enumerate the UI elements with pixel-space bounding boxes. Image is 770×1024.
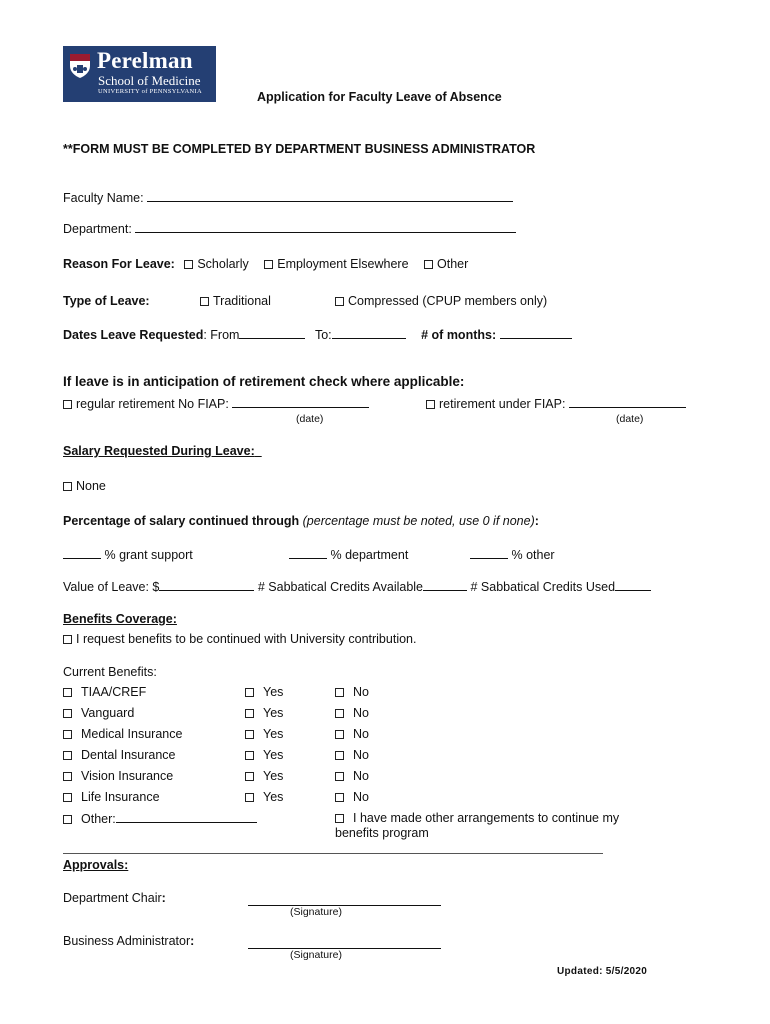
benefits-heading: Benefits Coverage: <box>63 612 177 626</box>
benefit-yes-label: Yes <box>263 685 284 699</box>
chair-label-row: Department Chair: <box>63 891 166 905</box>
other-pct-field[interactable] <box>470 547 508 559</box>
type-traditional <box>200 294 271 308</box>
benefit-yes-checkbox[interactable] <box>245 730 254 739</box>
admin-signature-label: (Signature) <box>290 949 342 961</box>
pct-note: (percentage must be noted, use 0 if none) <box>302 514 535 528</box>
department-pct-field[interactable] <box>289 547 327 559</box>
benefit-item-checkbox[interactable] <box>63 793 72 802</box>
dates-from-label: From <box>210 328 240 342</box>
benefit-no-checkbox[interactable] <box>335 772 344 781</box>
reason-other-label: Other <box>437 257 469 271</box>
benefit-no-label: No <box>353 685 369 699</box>
benefit-item-label: Medical Insurance <box>81 727 183 741</box>
benefit-yes-checkbox[interactable] <box>245 709 254 718</box>
benefit-no-checkbox[interactable] <box>335 793 344 802</box>
benefit-no-checkbox[interactable] <box>335 709 344 718</box>
salary-heading: Salary Requested During Leave: <box>63 444 255 458</box>
benefit-yes-label: Yes <box>263 727 284 741</box>
benefit-yes <box>245 748 283 762</box>
reason-employment-label: Employment Elsewhere <box>277 257 409 271</box>
benefit-item <box>63 769 173 783</box>
grant-support-label: % grant support <box>104 548 193 562</box>
faculty-name-field[interactable] <box>147 190 513 202</box>
type-compressed-checkbox[interactable] <box>335 297 344 306</box>
other-pct <box>470 547 555 562</box>
benefit-yes-label: Yes <box>263 769 284 783</box>
reason-scholarly-label: Scholarly <box>197 257 249 271</box>
value-field[interactable] <box>159 579 254 591</box>
benefit-no <box>335 748 369 762</box>
arrangement-checkbox[interactable] <box>335 814 344 823</box>
benefits-request-checkbox[interactable] <box>63 635 72 644</box>
benefit-other-checkbox[interactable] <box>63 815 72 824</box>
salary-none-label: None <box>76 479 106 493</box>
benefit-item <box>63 748 176 762</box>
reason-row <box>63 257 468 271</box>
dates-to-field[interactable] <box>332 327 406 339</box>
pct-heading-row: Percentage of salary continued through (percentage must be noted, use 0 if none): <box>63 514 539 528</box>
reason-scholarly-checkbox[interactable] <box>184 260 193 269</box>
retirement-fiap-checkbox[interactable] <box>426 400 435 409</box>
retirement-regular-date-label: (date) <box>296 413 324 425</box>
form-notice: **FORM MUST BE COMPLETED BY DEPARTMENT BUSINESS ADMINISTRATOR <box>63 142 536 156</box>
benefit-no <box>335 790 369 804</box>
benefit-yes <box>245 769 283 783</box>
department-field[interactable] <box>135 221 516 233</box>
credits-available-label: # Sabbatical Credits Available <box>257 580 424 594</box>
benefit-no-label: No <box>353 769 369 783</box>
benefit-item <box>63 790 160 804</box>
approvals-heading: Approvals: <box>63 858 129 872</box>
department-label: Department <box>63 222 129 236</box>
divider <box>63 853 603 854</box>
updated-date: Updated: 5/5/2020 <box>557 966 648 977</box>
benefit-yes-label: Yes <box>263 790 284 804</box>
department-pct <box>289 547 408 562</box>
retirement-fiap-date-field[interactable] <box>569 396 686 408</box>
benefit-no-checkbox[interactable] <box>335 730 344 739</box>
benefit-no-checkbox[interactable] <box>335 688 344 697</box>
pct-heading: Percentage of salary continued through <box>63 514 300 528</box>
dates-row: Dates Leave Requested: From To: # of months: <box>63 327 572 342</box>
benefit-no-label: No <box>353 706 369 720</box>
chair-signature-label: (Signature) <box>290 906 342 918</box>
value-row <box>63 579 651 594</box>
benefit-item <box>63 685 146 699</box>
faculty-name-label: Faculty Name <box>63 191 141 205</box>
faculty-name-row: Faculty Name: <box>63 190 513 205</box>
retirement-fiap-date-label: (date) <box>616 413 644 425</box>
value-label: Value of Leave: $ <box>63 580 160 594</box>
benefit-yes <box>245 685 283 699</box>
logo-line1: Perelman <box>97 48 193 73</box>
benefit-yes <box>245 790 283 804</box>
reason-other-checkbox[interactable] <box>424 260 433 269</box>
benefit-yes-checkbox[interactable] <box>245 751 254 760</box>
retirement-regular-label: regular retirement No FIAP: <box>76 397 229 411</box>
admin-label: Business Administrator <box>63 934 191 948</box>
credits-used-field[interactable] <box>615 579 651 591</box>
benefit-other <box>63 811 257 826</box>
type-compressed-label: Compressed (CPUP members only) <box>348 294 548 308</box>
retirement-fiap-label: retirement under FIAP: <box>439 397 566 411</box>
dates-to-label: To: <box>314 328 332 342</box>
other-pct-label: % other <box>511 548 555 562</box>
chair-label: Department Chair <box>63 891 162 905</box>
retirement-heading: If leave is in anticipation of retirement check where applicable: <box>63 374 465 389</box>
benefit-item-label: TIAA/CREF <box>81 685 147 699</box>
arrangement-line1 <box>335 811 619 825</box>
benefit-no-label: No <box>353 748 369 762</box>
credits-used-label: # Sabbatical Credits Used <box>470 580 616 594</box>
type-traditional-checkbox[interactable] <box>200 297 209 306</box>
benefit-yes <box>245 727 283 741</box>
dates-from-field[interactable] <box>239 327 305 339</box>
department-pct-label: % department <box>330 548 409 562</box>
shield-icon <box>69 53 91 79</box>
admin-signature-field[interactable] <box>248 936 441 949</box>
benefit-item-label: Life Insurance <box>81 790 160 804</box>
benefits-request <box>63 632 416 646</box>
benefit-yes-label: Yes <box>263 748 284 762</box>
benefit-other-field[interactable] <box>116 811 257 823</box>
benefit-no-checkbox[interactable] <box>335 751 344 760</box>
reason-employment-checkbox[interactable] <box>264 260 273 269</box>
arrangement-line2: benefits program <box>335 826 429 840</box>
benefit-item-checkbox[interactable] <box>63 730 72 739</box>
type-traditional-label: Traditional <box>213 294 271 308</box>
perelman-logo <box>63 46 216 102</box>
current-benefits-label: Current Benefits: <box>63 665 157 679</box>
credits-available-field[interactable] <box>423 579 467 591</box>
months-field[interactable] <box>500 327 572 339</box>
benefit-item-checkbox[interactable] <box>63 772 72 781</box>
dates-label: Dates Leave Requested <box>63 328 204 342</box>
form-title: Application for Faculty Leave of Absence <box>257 90 502 104</box>
benefit-no-label: No <box>353 790 369 804</box>
benefit-item <box>63 706 134 720</box>
benefit-item-checkbox[interactable] <box>63 688 72 697</box>
benefit-yes-checkbox[interactable] <box>245 772 254 781</box>
benefit-item-checkbox[interactable] <box>63 751 72 760</box>
admin-label-row: Business Administrator: <box>63 934 195 948</box>
benefit-yes-checkbox[interactable] <box>245 688 254 697</box>
benefit-yes-checkbox[interactable] <box>245 793 254 802</box>
type-compressed <box>335 294 547 308</box>
benefit-yes <box>245 706 283 720</box>
benefit-item-label: Dental Insurance <box>81 748 176 762</box>
retirement-regular-checkbox[interactable] <box>63 400 72 409</box>
benefit-item-checkbox[interactable] <box>63 709 72 718</box>
reason-label: Reason For Leave: <box>63 257 175 271</box>
benefit-other-label: Other: <box>81 812 116 826</box>
benefit-no-label: No <box>353 727 369 741</box>
benefits-request-label: I request benefits to be continued with University contribution. <box>76 632 417 646</box>
benefit-item <box>63 727 182 741</box>
benefit-no <box>335 769 369 783</box>
department-row: Department: <box>63 221 516 236</box>
logo-line2: School of Medicine <box>98 73 201 88</box>
months-label: # of months: <box>421 328 497 342</box>
benefit-item-label: Vanguard <box>81 706 135 720</box>
type-label: Type of Leave: <box>63 294 150 308</box>
benefit-no <box>335 706 369 720</box>
salary-none <box>63 479 106 493</box>
benefit-no <box>335 685 369 699</box>
salary-none-checkbox[interactable] <box>63 482 72 491</box>
chair-signature-field[interactable] <box>248 893 441 906</box>
grant-support <box>63 547 193 562</box>
retirement-regular <box>63 396 369 411</box>
grant-support-field[interactable] <box>63 547 101 559</box>
benefit-no <box>335 727 369 741</box>
benefit-item-label: Vision Insurance <box>81 769 174 783</box>
retirement-regular-date-field[interactable] <box>232 396 369 408</box>
benefit-yes-label: Yes <box>263 706 284 720</box>
retirement-fiap <box>426 396 686 411</box>
logo-line3: UNIVERSITY of PENNSYLVANIA <box>98 88 202 95</box>
arrangement-text1: I have made other arrangements to continue my <box>353 811 620 825</box>
